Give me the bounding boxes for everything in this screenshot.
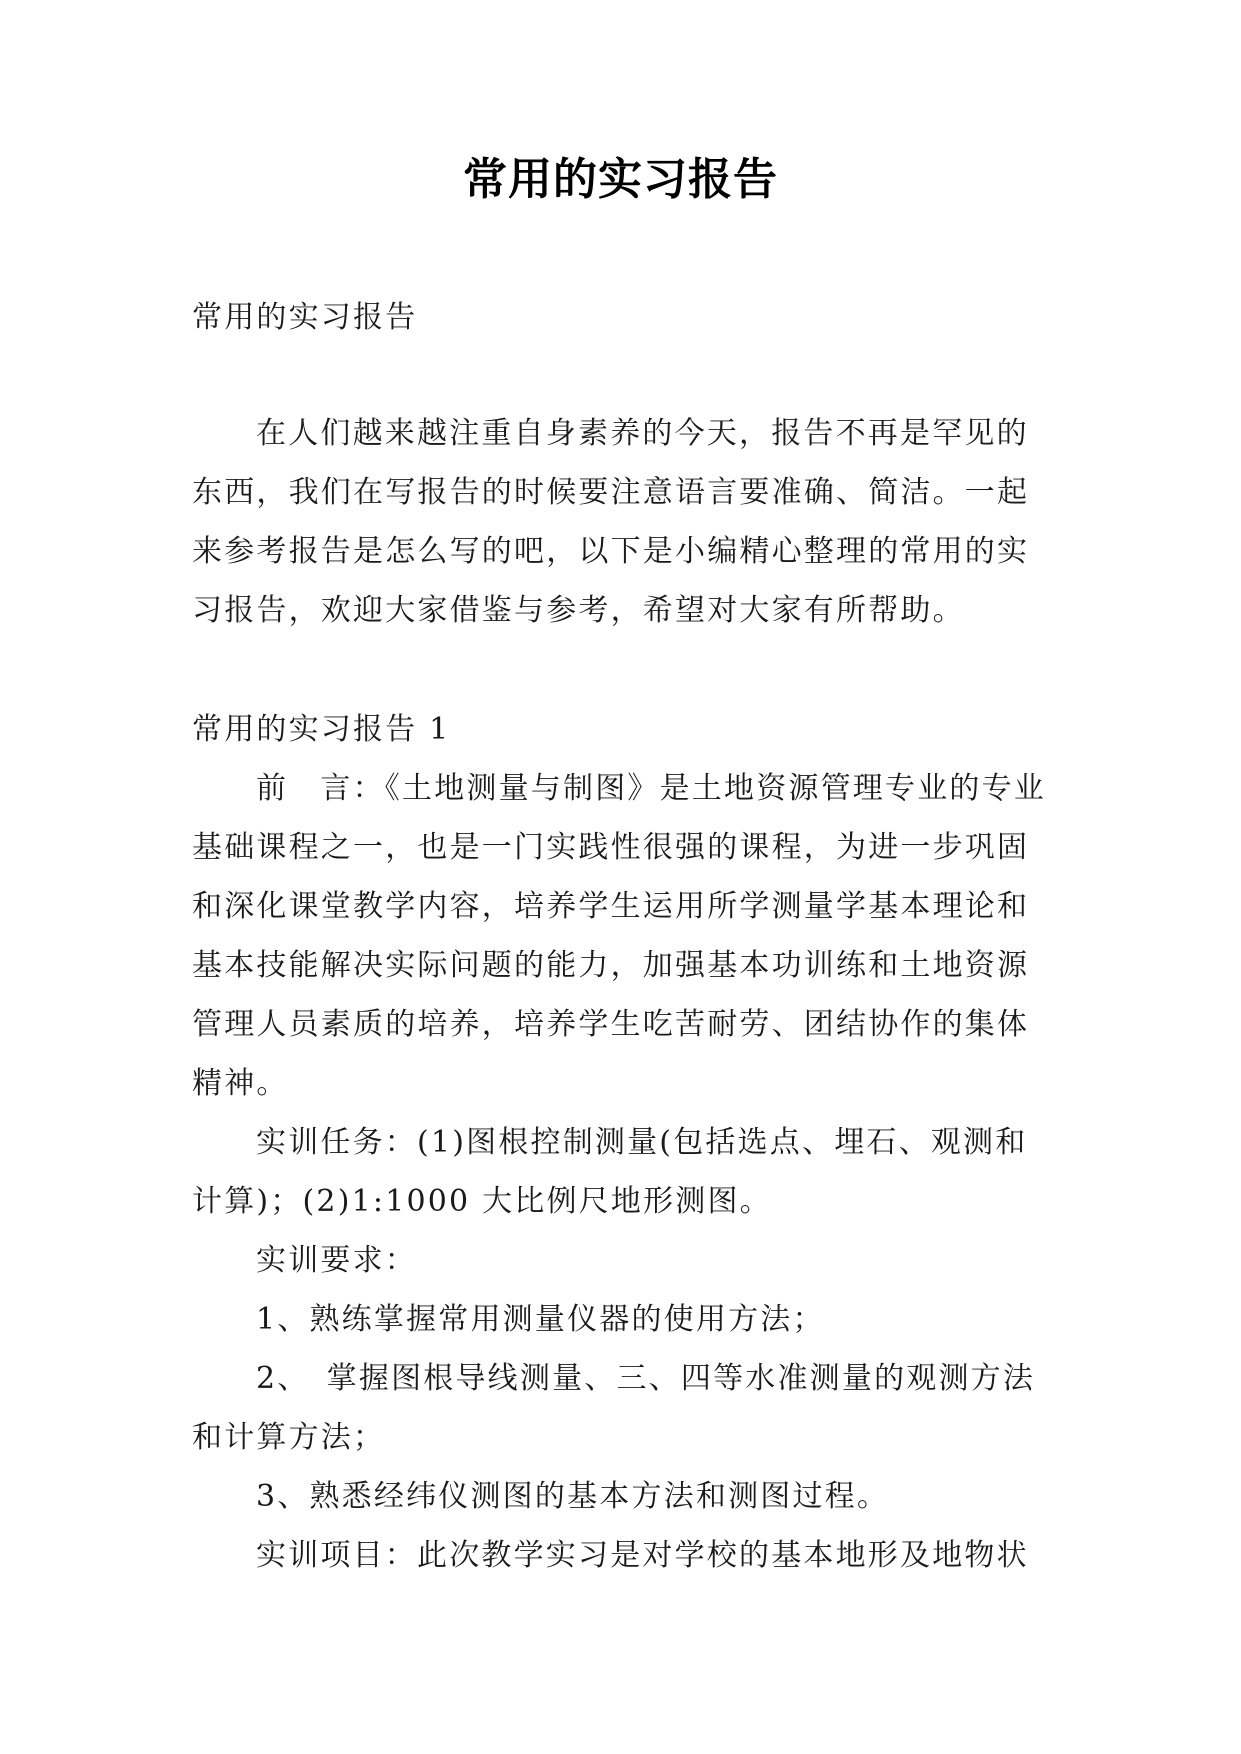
requirement-item-2: 2、 掌握图根导线测量、三、四等水准测量的观测方法和计算方法； bbox=[192, 1361, 1036, 1455]
intro-block bbox=[192, 404, 1052, 640]
paragraph-projects: 实训项目：此次教学实习是对学校的基本地形及地物状 bbox=[256, 1538, 1029, 1573]
paragraph-tasks: 实训任务：(1)图根控制测量(包括选点、埋石、观测和计算)；(2)1:1000 大比例尺地形测图。 bbox=[192, 1125, 1028, 1219]
intro-paragraph: 在人们越来越注重自身素养的今天，报告不再是罕见的东西，我们在写报告的时候要注意语言要准确、简洁。一起来参考报告是怎么写的吧，以下是小编精心整理的常用的实习报告，欢迎大家借鉴与参考，希望对大家有所帮助。 bbox=[192, 416, 1030, 628]
document-subtitle: 常用的实习报告 bbox=[192, 300, 418, 335]
section-title: 常用的实习报告 1 bbox=[192, 712, 451, 747]
requirement-item-3: 3、熟悉经纬仪测图的基本方法和测图过程。 bbox=[256, 1479, 890, 1514]
document-title: 常用的实习报告 bbox=[463, 154, 778, 205]
requirement-item-1: 1、熟练掌握常用测量仪器的使用方法； bbox=[256, 1302, 825, 1337]
paragraph-requirements-heading: 实训要求： bbox=[256, 1243, 417, 1278]
paragraph-preface: 前 言：《土地测量与制图》是土地资源管理专业的专业基础课程之一，也是一门实践性很强的课程，为进一步巩固和深化课堂教学内容，培养学生运用所学测量学基本理论和基本技能解决实际问题的能力，加强基本功训练和土地资源管理人员素质的培养，培养学生吃苦耐劳、团结协作的集体精神。 bbox=[192, 771, 1046, 1101]
section-1 bbox=[192, 700, 1052, 1585]
